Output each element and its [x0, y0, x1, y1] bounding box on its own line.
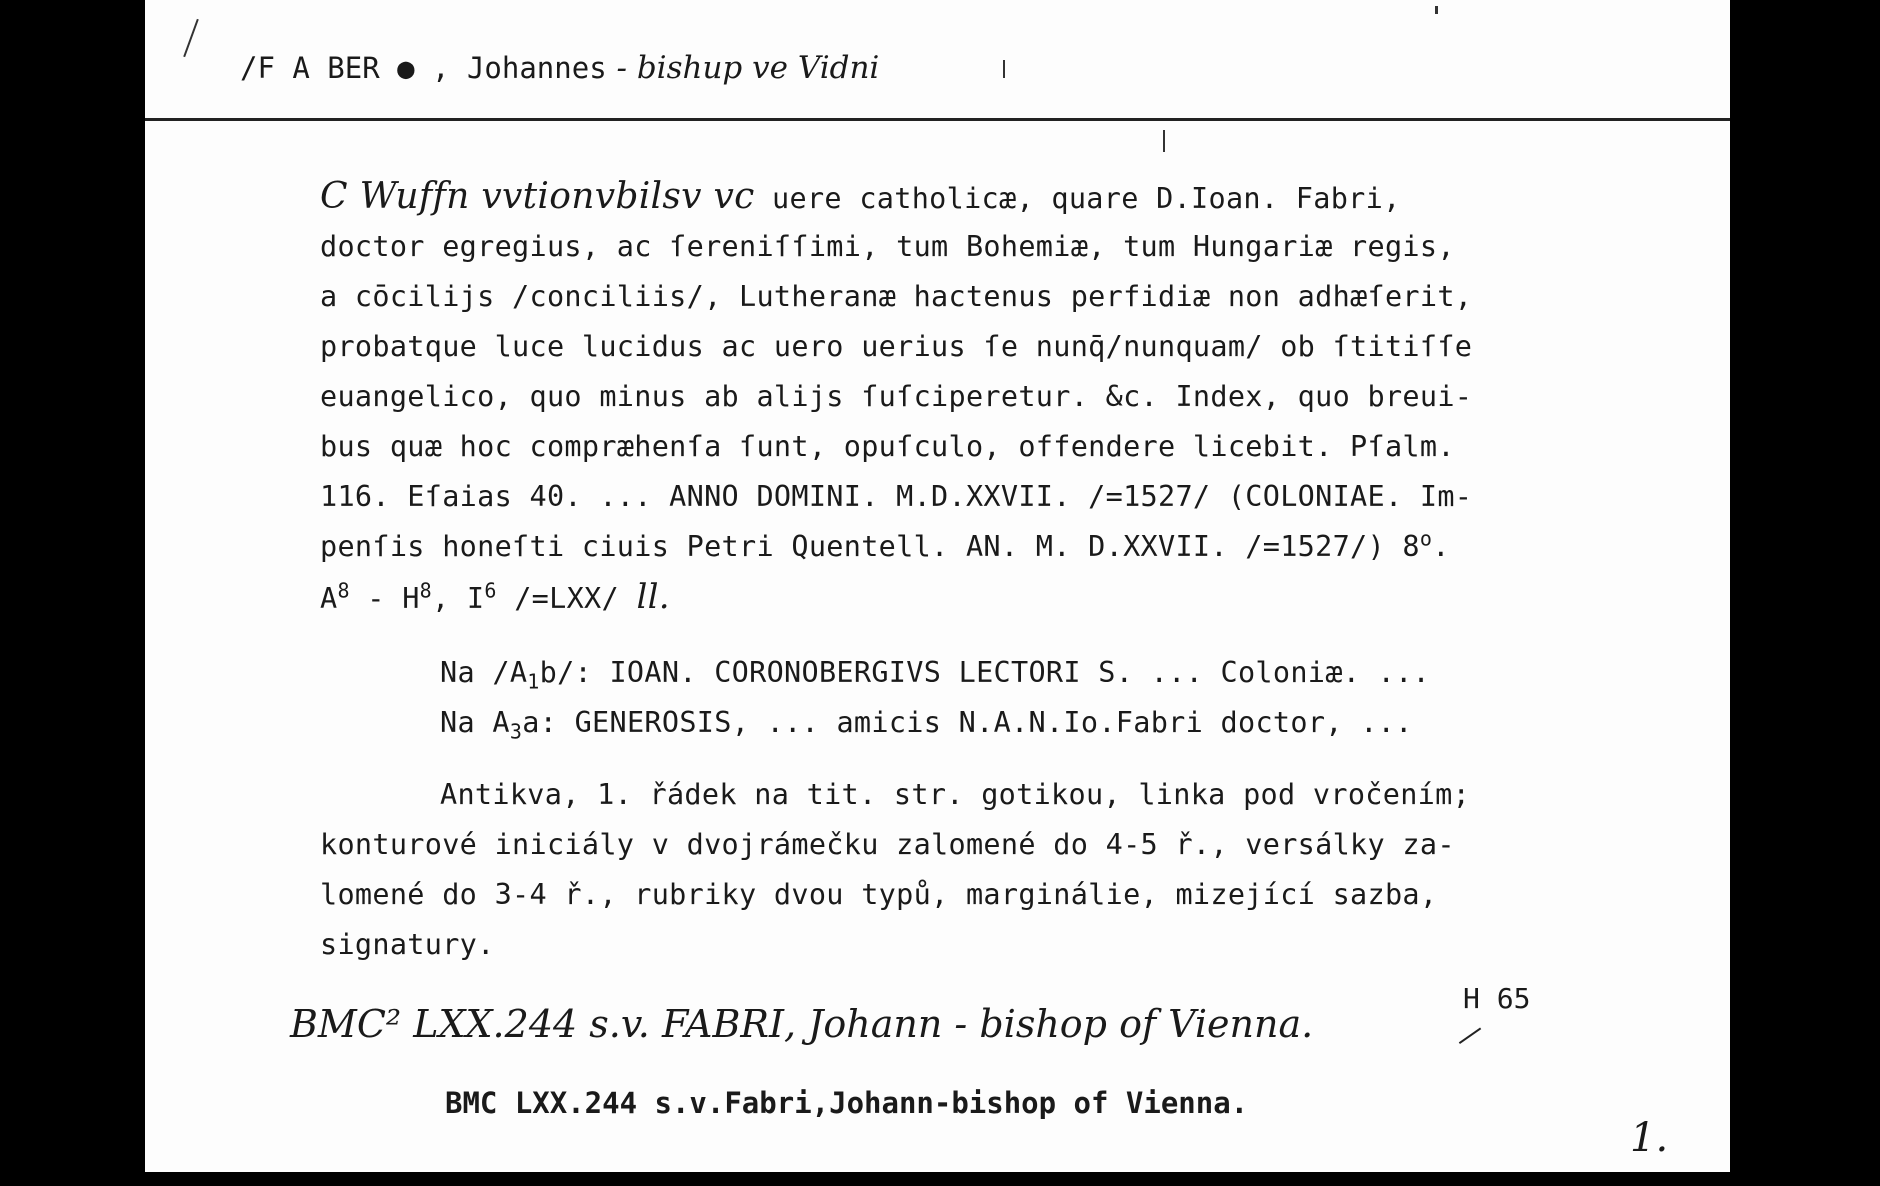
note-line-2: Na $A_3a$: GENEROSIS, ... amicis N.A.N.Io.Fabri doctor, ...	[440, 706, 1413, 744]
handwritten-title: C Wuffn vvtionvbilsv vc	[320, 176, 755, 217]
imprint-line-1: 116. Eſaias 40. ... ANNO DOMINI. M.D.XXVII. /=1527/ (COLONIAE. Im-	[320, 480, 1473, 513]
author-heading	[240, 50, 879, 86]
title-line-3: a cōcilijs /conciliis/, Lutheranæ hactenus perfidiæ non adhæſerit,	[320, 280, 1473, 313]
title-line-6: bus quæ hoc compræhenſa ſunt, opuſculo, offendere licebit. Pſalm.	[320, 430, 1455, 463]
title-text-1: uere catholicæ, quare D.Ioan. Fabri,	[772, 182, 1401, 215]
author-handwritten-note: - bishup ve Vidni	[606, 50, 880, 86]
imprint-line-2: penſis honeſti ciuis Petri Quentell. AN. M. D.XXVII. /=1527/) 8$^o$.	[320, 526, 1450, 563]
collation-h-sup: 8	[419, 578, 433, 603]
subscript-3: 3	[509, 719, 523, 744]
title-line-4: probatque luce lucidus ac uero uerius ſe nunq̄/nunquam/ ob ſtitiſſe	[320, 330, 1473, 363]
collation-i-sup: 6	[484, 578, 497, 603]
collation-a: A	[320, 582, 338, 615]
description-line-2: konturové iniciály v dvojrámečku zalomené do 4-5 ř., versálky za-	[320, 828, 1455, 861]
subscript-1: 1	[527, 669, 540, 694]
handwritten-bmc-note: BMC² LXX.244 s.v. FABRI, Johann - bishop of Vienna.	[290, 1002, 1314, 1046]
checkmark-icon	[1451, 1016, 1481, 1044]
bibliographic-description	[320, 172, 1680, 970]
imprint-text: penſis honeſti ciuis Petri Quentell. AN. M. D.XXVII. /=1527/) 8	[320, 530, 1420, 563]
catalog-card	[145, 0, 1730, 1172]
handwritten-ll: ll.	[636, 577, 670, 617]
title-line-5: euangelico, quo minus ab alijs ſuſciperetur. &c. Index, quo breui-	[320, 380, 1473, 413]
title-line-1	[320, 172, 1680, 222]
shelfmark: H 65	[1463, 982, 1531, 1015]
collation-line	[320, 572, 1680, 622]
card-header	[145, 0, 1730, 121]
scan-speck	[1435, 6, 1438, 14]
description-line-3: lomené do 3-4 ř., rubriky dvou typů, marginálie, mizející sazba,	[320, 878, 1438, 911]
author-typed: /F A BER ● , Johannes	[240, 51, 607, 85]
format-superscript: o	[1419, 526, 1433, 551]
title-line-2: doctor egregius, ac ſereniſſimi, tum Bohemiæ, tum Hungariæ regis,	[320, 230, 1455, 263]
collation-i: , I	[432, 582, 485, 615]
scan-speck	[1163, 130, 1165, 152]
page-number: 1.	[1630, 1115, 1669, 1161]
description-line-4: signatury.	[320, 928, 495, 961]
collation-h: - H	[367, 582, 420, 615]
description-line-1: Antikva, 1. řádek na tit. str. gotikou, linka pod vročením;	[440, 778, 1471, 811]
bmc-reference: BMC LXX.244 s.v.Fabri,Johann-bishop of Vienna.	[445, 1086, 1249, 1120]
note-line-1: Na $/A_1b/$: IOAN. CORONOBERGIVS LECTORI S. ... Coloniæ. ...	[440, 656, 1431, 694]
scan-speck	[1003, 60, 1005, 78]
collation-leaves: /=LXX/	[496, 582, 619, 615]
collation-a-sup: 8	[337, 578, 350, 603]
